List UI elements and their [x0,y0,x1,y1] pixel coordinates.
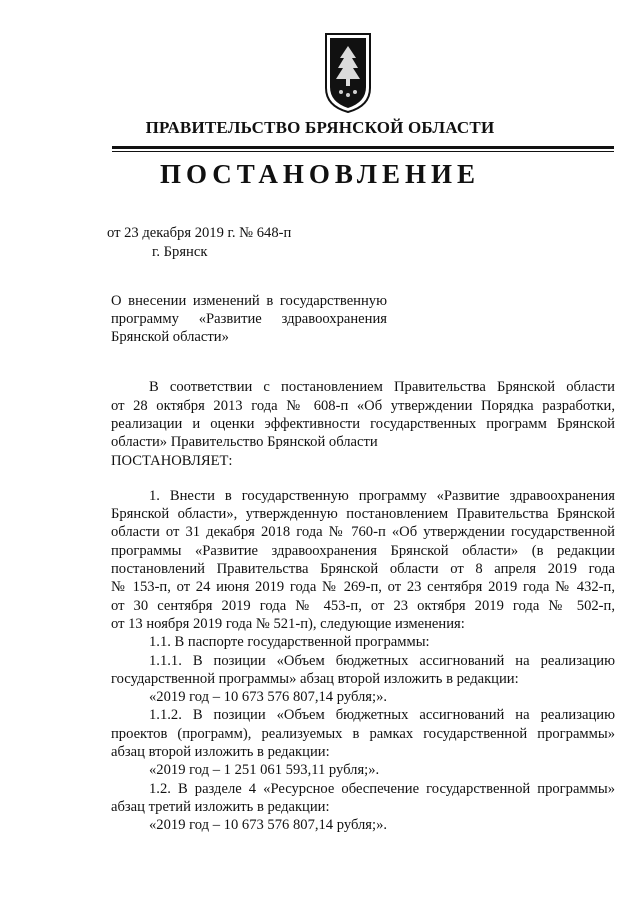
body-line: области от 31 декабря 2018 года № 760-п «Об утверждении государственной [111,524,615,540]
body-line: от 30 сентября 2019 года № 453-п, от 23 октября 2019 года № 502-п, [111,598,615,614]
subject-line: программу «Развитие здравоохранения [111,311,387,327]
body-line: 1.1.2. В позиции «Объем бюджетных ассигнований на реализацию [149,707,615,723]
body-line: № 153-п, от 24 июня 2019 года № 269-п, от 23 сентября 2019 года № 432-п, [111,579,615,595]
preamble-line: реализации и оценки эффективности государственных программ Брянской [111,416,615,432]
preamble-line: области» Правительство Брянской области [111,434,378,450]
body-line: постановлений Правительства Брянской области от 8 апреля 2019 года [111,561,615,577]
body-line: 1. Внести в государственную программу «Развитие здравоохранения [149,488,615,504]
preamble-line: от 28 октября 2013 года № 608-п «Об утверждении Порядка разработки, [111,398,615,414]
city: г. Брянск [152,244,208,260]
body-line: абзац третий изложить в редакции: [111,799,330,815]
body-line: программы «Развитие здравоохранения Брянской области» (в редакции [111,543,615,559]
body-line: 1.1.1. В позиции «Объем бюджетных ассигнований на реализацию [149,653,615,669]
coat-of-arms-icon [323,32,373,114]
government-title: ПРАВИТЕЛЬСТВО БРЯНСКОЙ ОБЛАСТИ [145,118,495,137]
body-line: государственной программы» абзац второй изложить в редакции: [111,671,519,687]
body-line: проектов (программ), реализуемых в рамках государственной программы» [111,726,615,742]
body-line: «2019 год – 10 673 576 807,14 рубля;». [149,817,388,833]
body-line: 1.1. В паспорте государственной программы: [149,634,430,650]
resolves-word: ПОСТАНОВЛЯЕТ: [111,453,233,469]
document-type: ПОСТАНОВЛЕНИЕ [159,159,481,189]
body-line: «2019 год – 1 251 061 593,11 рубля;». [149,762,380,778]
header-rule-thin [112,151,614,152]
body-line: Брянской области», утвержденную постановлением Правительства Брянской [111,506,615,522]
subject-line: О внесении изменений в государственную [111,293,387,309]
header-rule-thick [112,146,614,149]
body-line: 1.2. В разделе 4 «Ресурсное обеспечение государственной программы» [149,781,615,797]
date-number: от 23 декабря 2019 г. № 648-п [107,225,292,241]
preamble-line: В соответствии с постановлением Правительства Брянской области [149,379,615,395]
body-line: от 13 ноября 2019 года № 521-п), следующие изменения: [111,616,465,632]
body-line: «2019 год – 10 673 576 807,14 рубля;». [149,689,388,705]
subject-line: Брянской области» [111,329,229,345]
body-line: абзац второй изложить в редакции: [111,744,330,760]
